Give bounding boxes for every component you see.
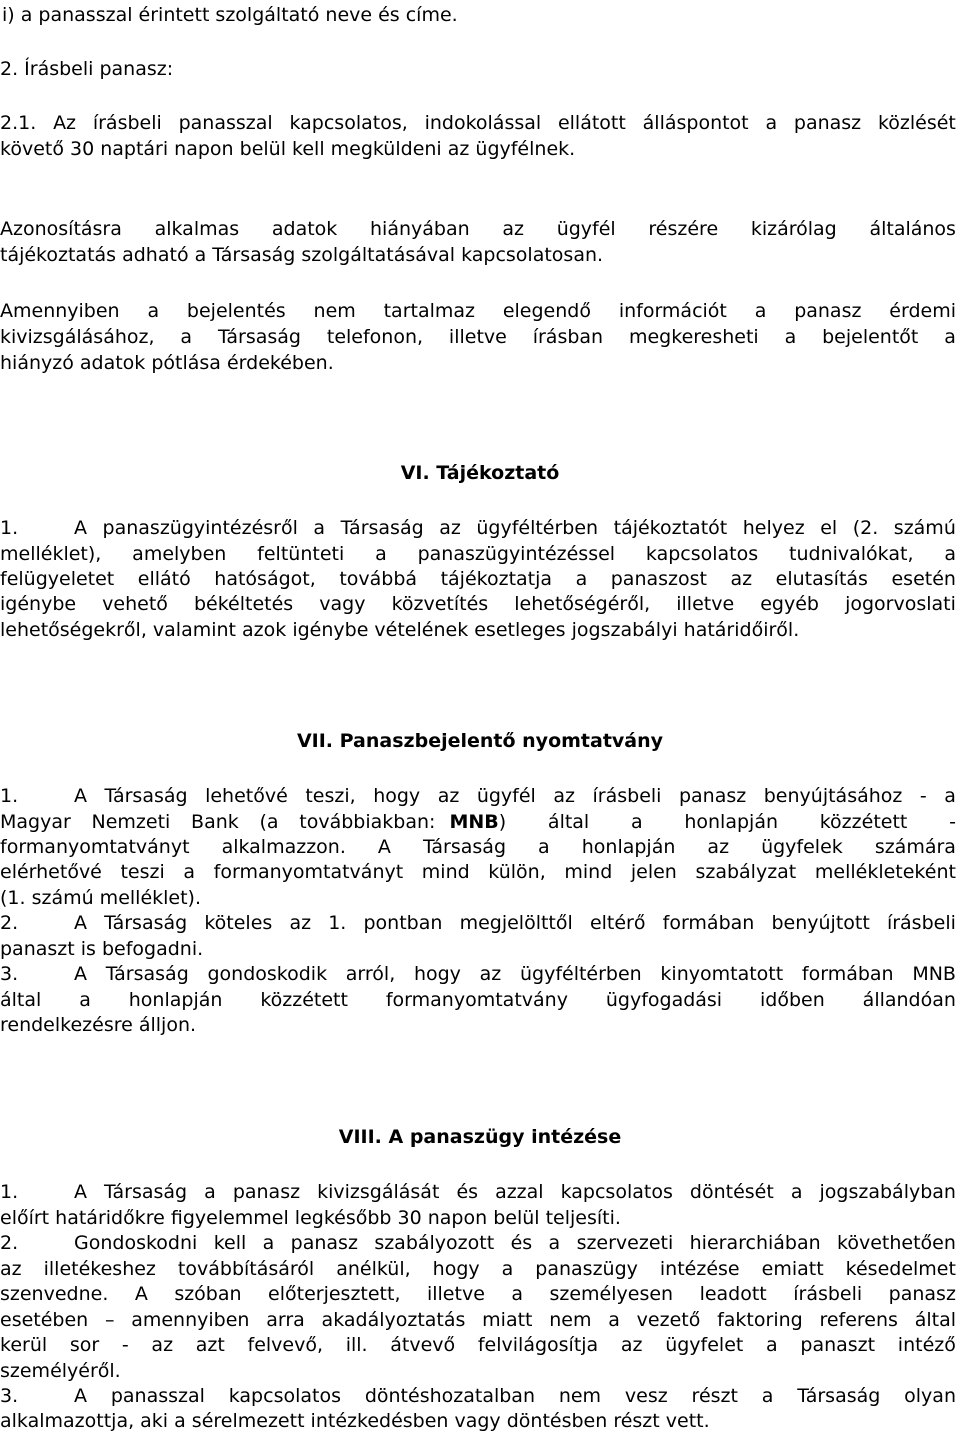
word: - [949, 811, 956, 833]
word: általános [869, 218, 956, 240]
word: a [575, 568, 588, 590]
word: amelyben [132, 543, 227, 565]
word: a [784, 326, 797, 348]
word: tudnivalókat, [789, 543, 914, 565]
word: – [104, 1309, 115, 1331]
word: az [437, 785, 460, 807]
word: állandóan [862, 989, 956, 1011]
word: mind [564, 861, 613, 883]
word: panaszügyintézéssel [417, 543, 616, 565]
word: átvevő [390, 1334, 456, 1356]
word: Társaság [422, 836, 507, 858]
section-vii-item-3-line-3: rendelkezésre álljon. [0, 1014, 197, 1036]
word: Társaság [217, 326, 301, 348]
list-number: 2. [0, 912, 19, 934]
word: az [730, 568, 753, 590]
word: szervezeti [576, 1232, 674, 1254]
section-vii-item-1-line-5: (1. számú melléklet). [0, 887, 202, 909]
word: részére [648, 218, 719, 240]
word: A [74, 1385, 87, 1407]
word: kivizsgálását [317, 1181, 440, 1203]
word: köteles [204, 912, 273, 934]
word: időben [760, 989, 825, 1011]
word: Társaság [797, 1385, 881, 1407]
word: részt [691, 1385, 738, 1407]
list-text [74, 1179, 956, 1205]
word: a [608, 1309, 620, 1331]
word: A [74, 1181, 87, 1203]
word: ill. [345, 1334, 368, 1356]
section-vii-item-1-line-4 [0, 859, 956, 885]
word: az [0, 1258, 22, 1280]
word: kinyomtatott [660, 963, 784, 985]
word: A [74, 517, 87, 539]
word: benyújtásához [763, 785, 903, 807]
word: az [151, 1334, 174, 1356]
word: információt [618, 300, 727, 322]
word: illetékeshez [43, 1258, 156, 1280]
paragraph-azonositas-line-1 [0, 216, 956, 242]
word: békéltetés [193, 593, 294, 615]
list-number: 3. [0, 1385, 19, 1407]
word: jelen [630, 861, 677, 883]
word: 1. [328, 912, 347, 934]
word: leadott [699, 1283, 767, 1305]
word: ügyfelek [761, 836, 843, 858]
section-vii-item-1-line-2 [0, 809, 956, 835]
word: bejelentés [186, 300, 286, 322]
word: azzal [495, 1181, 544, 1203]
word: melléklet), [0, 543, 102, 565]
word: panasz [794, 300, 862, 322]
list-number: 1. [0, 517, 19, 539]
word: a [630, 811, 643, 833]
word: a [501, 1258, 514, 1280]
word: amennyiben [131, 1309, 250, 1331]
word: esetében [0, 1309, 89, 1331]
section-viii-item-2-line-1 [0, 1230, 956, 1256]
word: helyez [742, 517, 805, 539]
word: alkalmas [154, 218, 240, 240]
mnb-abbreviation: MNB [449, 811, 499, 833]
paragraph-amennyiben-line-1 [0, 298, 956, 324]
word: érdemi [889, 300, 956, 322]
word: nem [558, 1385, 602, 1407]
word: szabályozott [374, 1232, 495, 1254]
word: Társaság [104, 912, 188, 934]
word: eltérő [589, 912, 646, 934]
list-number: 1. [0, 785, 19, 807]
word: a [548, 1232, 561, 1254]
word: A [134, 1283, 148, 1305]
word: döntését [689, 1181, 774, 1203]
word: a [766, 1334, 778, 1356]
word: panasz [678, 785, 747, 807]
word: formanyomtatvány [385, 989, 568, 1011]
word: formában [801, 963, 894, 985]
word: Magyar [0, 811, 71, 833]
paragraph-azonositas-line-2: tájékoztatás adható a Társaság szolgáltatásával kapcsolatosan. [0, 244, 604, 266]
word: közlését [877, 112, 956, 134]
word: kapcsolatos [560, 1181, 673, 1203]
word: jogszabályban [819, 1181, 956, 1203]
word: továbbításáról [177, 1258, 315, 1280]
heading-vii: VII. Panaszbejelentő nyomtatvány [296, 730, 664, 752]
word: a [204, 1181, 216, 1203]
word: ügyfél [556, 218, 616, 240]
heading-vi: VI. Tájékoztató [400, 462, 560, 484]
word: faktoring [717, 1309, 803, 1331]
word: a [538, 836, 550, 858]
word: Nemzeti [91, 811, 171, 833]
section-vi-line-3 [0, 566, 956, 592]
word: közvetítés [391, 593, 489, 615]
section-vii-item-1-line-3 [0, 834, 956, 860]
section-vi-item-1-line-1 [0, 515, 956, 541]
paragraph-2-1-line-1 [0, 110, 956, 136]
word: jogorvoslati [845, 593, 956, 615]
word: Azonosításra [0, 218, 122, 240]
section-viii-item-3-line-1 [0, 1383, 956, 1409]
word: a [147, 300, 160, 322]
word: intézése [659, 1258, 740, 1280]
word: a [375, 543, 387, 565]
word: panasszal [178, 112, 273, 134]
word: panaszt [800, 1334, 876, 1356]
word: gondoskodik [207, 963, 328, 985]
word: az [479, 963, 502, 985]
word: számára [874, 836, 956, 858]
word: az [439, 517, 461, 539]
word: feltünteti [257, 543, 345, 565]
word: és [510, 1232, 533, 1254]
word: a [944, 785, 956, 807]
section-viii-item-3-line-2: alkalmazottja, aki a sérelmezett intézkedésben vagy döntésben részt vett. [0, 1410, 710, 1432]
word: honlapján [581, 836, 676, 858]
list-text [74, 961, 956, 987]
word: akadályoztatás [321, 1309, 466, 1331]
word: a [183, 861, 196, 883]
word: panaszügy [535, 1258, 638, 1280]
word: kizárólag [750, 218, 837, 240]
word: felvilágosítja [477, 1334, 599, 1356]
word: és [456, 1181, 479, 1203]
word: formanyomtatványt [0, 836, 190, 858]
word: MNB [912, 963, 956, 985]
word: Társaság [104, 1181, 188, 1203]
word: igénybe [0, 593, 77, 615]
word: közzétett [819, 811, 908, 833]
word: által [914, 1309, 956, 1331]
word: formában [662, 912, 755, 934]
word: illetve [426, 1283, 485, 1305]
word: honlapján [128, 989, 223, 1011]
word: az [553, 785, 575, 807]
word: által [547, 811, 590, 833]
word: Társaság [104, 785, 188, 807]
word: szenvedne. [0, 1283, 109, 1305]
word: panasszal [110, 1385, 205, 1407]
word: felügyeletet [0, 568, 115, 590]
paragraph-amennyiben-line-2 [0, 324, 956, 350]
word: ügyfogadási [605, 989, 723, 1011]
list-text [74, 783, 956, 809]
word: Gondoskodni [74, 1232, 198, 1254]
word: megkeresheti [628, 326, 759, 348]
section-viii-item-2-line-4 [0, 1307, 956, 1333]
section-viii-item-1-line-1 [0, 1179, 956, 1205]
word: írásbeli [886, 912, 956, 934]
word: a [79, 989, 91, 1011]
word: elutasítás [775, 568, 868, 590]
word: vesz [624, 1385, 668, 1407]
word: Társaság [105, 963, 189, 985]
word: a [790, 1181, 803, 1203]
word: egyéb [760, 593, 819, 615]
section-viii-item-2-line-3 [0, 1281, 956, 1307]
word: (a [259, 811, 279, 833]
word: ) [498, 811, 507, 833]
list-text [74, 1383, 956, 1409]
section-vi-line-2 [0, 541, 956, 567]
list-number: 2. [0, 1232, 19, 1254]
word: számú [893, 517, 956, 539]
word: panaszost [610, 568, 707, 590]
word: lehetővé [205, 785, 288, 807]
word: kivizsgálásához, [0, 326, 155, 348]
word: Az [53, 112, 77, 134]
word: kapcsolatos [228, 1385, 341, 1407]
word: továbbiakban: [299, 811, 436, 833]
word: írásbeli [793, 1283, 863, 1305]
word: Amennyiben [0, 300, 120, 322]
word: szabályzat [695, 861, 797, 883]
word: a [944, 326, 956, 348]
word: kapcsolatos, [289, 112, 408, 134]
word: pontban [363, 912, 443, 934]
word: az [502, 218, 524, 240]
word: illetve [448, 326, 507, 348]
word: panaszügyintézésről [102, 517, 298, 539]
word: az [707, 836, 730, 858]
word: Társaság [340, 517, 424, 539]
word: mellékleteként [814, 861, 956, 883]
word: intéző [897, 1334, 956, 1356]
word: szóban [174, 1283, 242, 1305]
word: az [289, 912, 312, 934]
heading-viii: VIII. A panaszügy intézése [338, 1126, 622, 1148]
section-vii-item-2-line-1 [0, 910, 956, 936]
word: olyan [904, 1385, 956, 1407]
word: sor [69, 1334, 100, 1356]
section-vii-item-3-line-1 [0, 961, 956, 987]
word: tájékoztatja [440, 568, 553, 590]
word: ügyféltérben [476, 517, 599, 539]
word: álláspontot [642, 112, 749, 134]
word: azt [195, 1334, 225, 1356]
word: - [919, 785, 927, 807]
word: közzétett [260, 989, 348, 1011]
list-text [74, 910, 956, 936]
word: el [820, 517, 838, 539]
section-viii-item-2-line-2 [0, 1256, 956, 1282]
section-vii-item-1-line-1 [0, 783, 956, 809]
word: teszi, [305, 785, 356, 807]
word: külön, [488, 861, 546, 883]
word: panasz [793, 112, 862, 134]
word: ellátott [557, 112, 626, 134]
word: A [74, 785, 87, 807]
list-text [74, 1230, 956, 1256]
word: benyújtott [771, 912, 870, 934]
word: nem [549, 1309, 592, 1331]
word: elegendő [502, 300, 591, 322]
word: (2. [852, 517, 879, 539]
word: emiatt [761, 1258, 824, 1280]
word: referens [819, 1309, 898, 1331]
list-number: 3. [0, 963, 19, 985]
word: írásban [532, 326, 604, 348]
word: tartalmaz [383, 300, 476, 322]
word: bejelentőt [822, 326, 919, 348]
word: panasz [232, 1181, 301, 1203]
word: a [313, 517, 326, 539]
word: írásbeli [92, 112, 162, 134]
paragraph-amennyiben-line-3: hiányzó adatok pótlása érdekében. [0, 352, 334, 374]
section-vii-item-2-line-2: panaszt is befogadni. [0, 938, 204, 960]
word: a [262, 1232, 275, 1254]
word: megjelölttől [459, 912, 573, 934]
word: által [0, 989, 42, 1011]
item-i-text: i) a panasszal érintett szolgáltató neve és címe. [2, 4, 458, 26]
word: 2.1. [0, 112, 37, 134]
word: nem [313, 300, 356, 322]
word: továbbá [339, 568, 418, 590]
word: esetén [891, 568, 956, 590]
word: tájékoztatót [613, 517, 728, 539]
section-vi-line-5: lehetőségekről, valamint azok igénybe vételének esetleges jogszabályi határidőiről. [0, 619, 800, 641]
word: vezető [636, 1309, 701, 1331]
word: ellátó [137, 568, 191, 590]
word: panasz [290, 1232, 358, 1254]
word: kell [213, 1232, 247, 1254]
word: telefonon, [326, 326, 424, 348]
section-2-title: 2. Írásbeli panasz: [0, 58, 174, 80]
word: - [121, 1334, 129, 1356]
word: elérhetővé [0, 861, 102, 883]
word: hierarchiában [689, 1232, 821, 1254]
word: ügyféltérben [519, 963, 642, 985]
word: kerül [0, 1334, 48, 1356]
word: A [377, 836, 391, 858]
word: indokolással [424, 112, 542, 134]
paragraph-2-1-line-2: követő 30 naptári napon belül kell megküldeni az ügyfélnek. [0, 138, 576, 160]
word: adatok [271, 218, 338, 240]
word: vehető [102, 593, 168, 615]
word: arra [266, 1309, 305, 1331]
word: követhetően [837, 1232, 956, 1254]
word: teszi [120, 861, 165, 883]
word: formanyomtatványt [213, 861, 404, 883]
word: vagy [319, 593, 366, 615]
word: honlapján [684, 811, 778, 833]
word: döntéshozatalban [364, 1385, 535, 1407]
word: A [74, 912, 87, 934]
word: hogy [373, 785, 421, 807]
word: mind [421, 861, 470, 883]
section-viii-item-2-line-6: személyéről. [0, 1360, 121, 1382]
list-number: 1. [0, 1181, 19, 1203]
word: felvevő, [247, 1334, 323, 1356]
word: hiányában [370, 218, 470, 240]
word: ügyfél [476, 785, 536, 807]
word: kapcsolatos [645, 543, 759, 565]
word: arról, [345, 963, 396, 985]
word: a [180, 326, 193, 348]
word: illetve [676, 593, 735, 615]
word: hatóságot, [214, 568, 316, 590]
mnb-line-part-a [0, 809, 435, 835]
word: személyesen [549, 1283, 674, 1305]
section-viii-item-1-line-2: előírt határidőkre figyelemmel legkésőbb 30 napon belül teljesíti. [0, 1207, 621, 1229]
word: a [944, 543, 956, 565]
word: lehetőségéről, [514, 593, 651, 615]
word: késedelmet [845, 1258, 956, 1280]
word: a [511, 1283, 524, 1305]
word: ügyfelet [665, 1334, 744, 1356]
list-text [74, 515, 956, 541]
word: anélkül, [336, 1258, 411, 1280]
word: miatt [482, 1309, 533, 1331]
word: a [761, 1385, 774, 1407]
word: előterjesztett, [268, 1283, 401, 1305]
word: hogy [413, 963, 461, 985]
word: A [74, 963, 87, 985]
word: panasz [888, 1283, 956, 1305]
word: Bank [191, 811, 239, 833]
word: alkalmazzon. [221, 836, 346, 858]
section-viii-item-2-line-5 [0, 1332, 956, 1358]
word: írásbeli [592, 785, 662, 807]
section-vii-item-3-line-2 [0, 987, 956, 1013]
word: a [765, 112, 778, 134]
word: a [754, 300, 767, 322]
section-vi-line-4 [0, 591, 956, 617]
mnb-line-part-b [499, 809, 956, 835]
word: az [620, 1334, 643, 1356]
word: hogy [432, 1258, 480, 1280]
